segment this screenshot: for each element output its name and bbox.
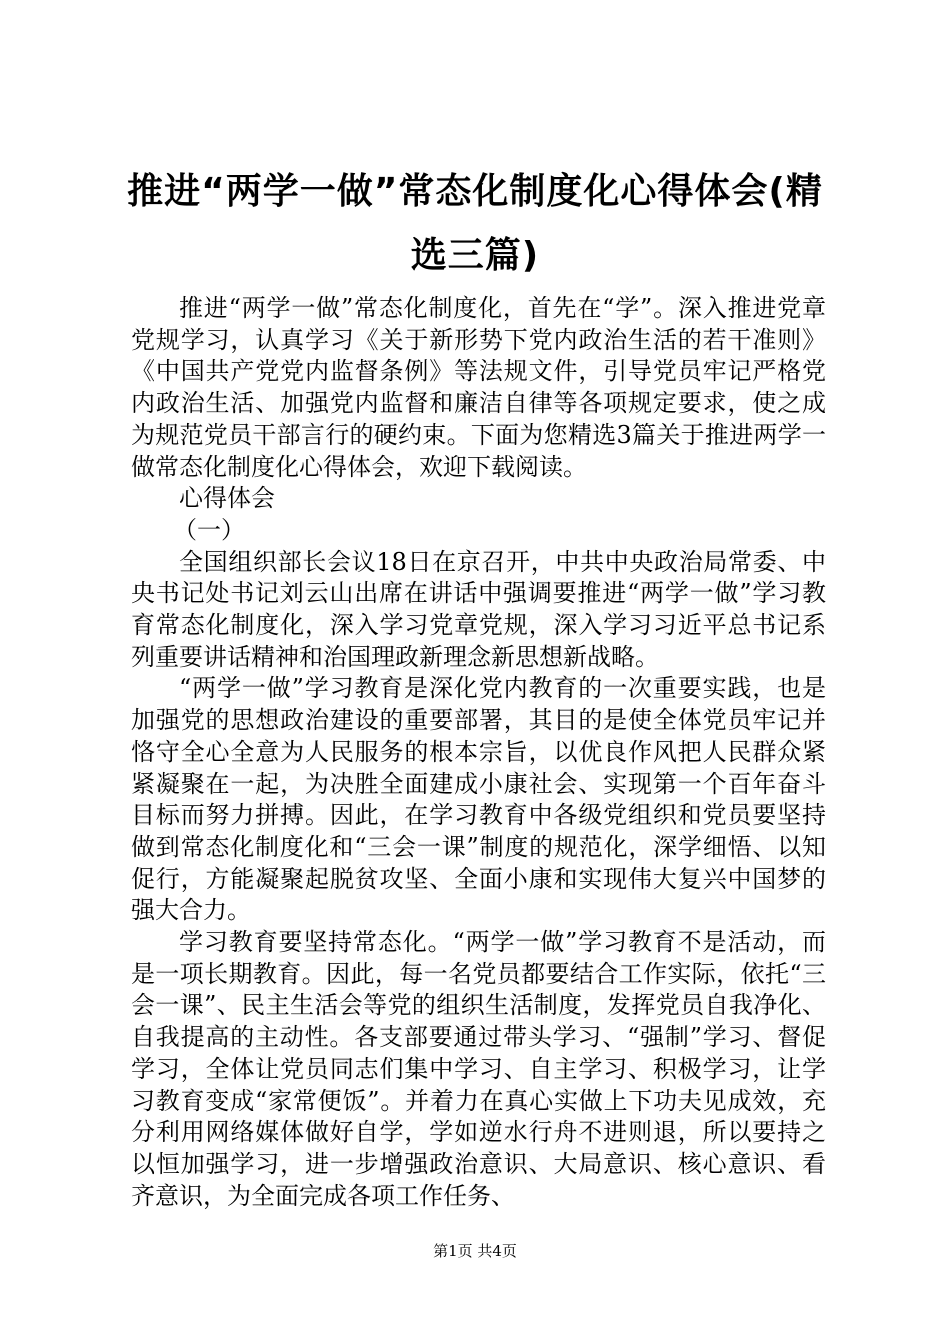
- page-footer: 第1页 共4页: [433, 1242, 517, 1260]
- body-paragraph: “两学一做”学习教育是深化党内教育的一次重要实践，也是加强党的思想政治建设的重要部署，其目的是使全体党员牢记并恪守全心全意为人民服务的根本宗旨，以优良作风把人民群众紧紧凝聚在一起，为决胜全面建成小康社会、实现第一个百年奋斗目标而努力拼搏。因此，在学习教育中各级党组织和党员要坚持做到常态化制度化和“三会一课”制度的规范化，深学细悟、以知促行，方能凝聚起脱贫攻坚、全面小康和实现伟大复兴中国梦的强大合力。: [131, 674, 826, 925]
- section-label: 心得体会: [179, 484, 275, 513]
- section-number: （一）: [173, 515, 245, 544]
- body-paragraph: 全国组织部长会议18日在京召开，中共中央政治局常委、中央书记处书记刘云山出席在讲话中强调要推进“两学一做”学习教育常态化制度化，深入学习党章党规，深入学习习近平总书记系列重要讲话精神和治国理政新理念新思想新战略。: [131, 547, 826, 671]
- intro-paragraph: 推进“两学一做”常态化制度化，首先在“学”。深入推进党章党规学习，认真学习《关于新形势下党内政治生活的若干准则》《中国共产党党内监督条例》等法规文件，引导党员牢记严格党内政治生活、加强党内监督和廉洁自律等各项规定要求，使之成为规范党员干部言行的硬约束。下面为您精选3篇关于推进两学一做常态化制度化心得体会，欢迎下载阅读。: [131, 294, 826, 481]
- document-body: [131, 293, 826, 1212]
- body-paragraph: 学习教育要坚持常态化。“两学一做”学习教育不是活动，而是一项长期教育。因此，每一名党员都要结合工作实际，依托“三会一课”、民主生活会等党的组织生活制度，发挥党员自我净化、自我提高的主动性。各支部要通过带头学习、“强制”学习、督促学习，全体让党员同志们集中学习、自主学习、积极学习，让学习教育变成“家常便饭”。并着力在真心实做上下功夫见成效，充分利用网络媒体做好自学，学如逆水行舟不进则退，所以要持之以恒加强学习，进一步增强政治意识、大局意识、核心意识、看齐意识，为全面完成各项工作任务、: [131, 928, 826, 1210]
- document-title: 推进“两学一做”常态化制度化心得体会(精选三篇): [127, 171, 823, 276]
